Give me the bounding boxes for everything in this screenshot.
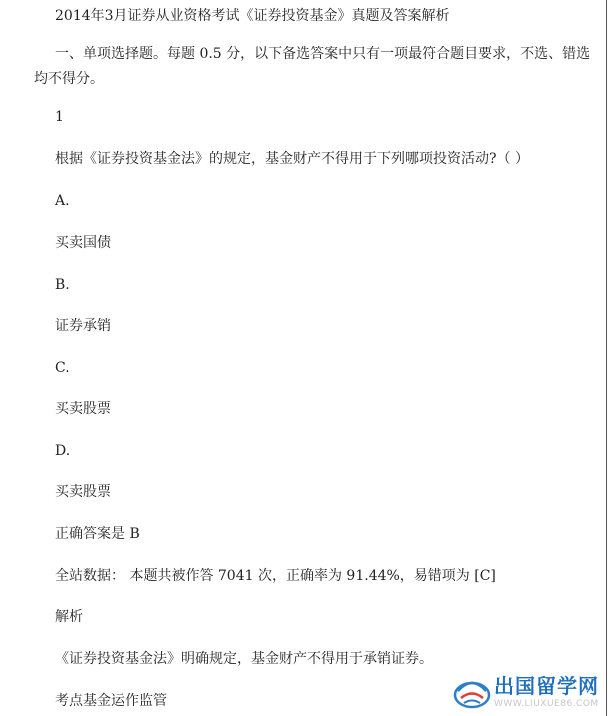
watermark-url: WWW.LIUXUE86.COM [494,699,599,709]
site-watermark [452,671,608,713]
option-c-text: 买卖股票 [55,401,111,417]
correct-answer: 正确答案是 B [55,526,140,542]
globe-cap-logo-icon [452,671,492,713]
option-d-label: D. [55,443,71,459]
page-edge-divider [606,0,607,716]
option-b-text: 证券承销 [55,318,111,334]
section-heading-line2: 均不得分。 [34,71,104,87]
watermark-title: 出国留学网 [494,674,599,698]
site-stats: 全站数据： 本题共被作答 7041 次，正确率为 91.44%，易错项为 [C] [55,568,496,584]
document-title: 2014年3月证券从业资格考试《证券投资基金》真题及答案解析 [55,8,450,24]
section-heading-line1: 一、单项选择题。每题 0.5 分，以下备选答案中只有一项最符合题目要求，不选、错选 [55,46,591,62]
option-d-text: 买卖股票 [55,484,111,500]
question-number: 1 [55,109,64,125]
option-c-label: C. [55,360,70,376]
option-a-label: A. [55,193,70,209]
question-text: 根据《证券投资基金法》的规定，基金财产不得用于下列哪项投资活动?（ ） [55,151,529,167]
knowledge-point: 考点基金运作监管 [55,693,167,709]
analysis-text: 《证券投资基金法》明确规定，基金财产不得用于承销证券。 [55,651,433,667]
analysis-label: 解析 [55,609,83,625]
option-b-label: B. [55,277,70,293]
option-a-text: 买卖国债 [55,235,111,251]
